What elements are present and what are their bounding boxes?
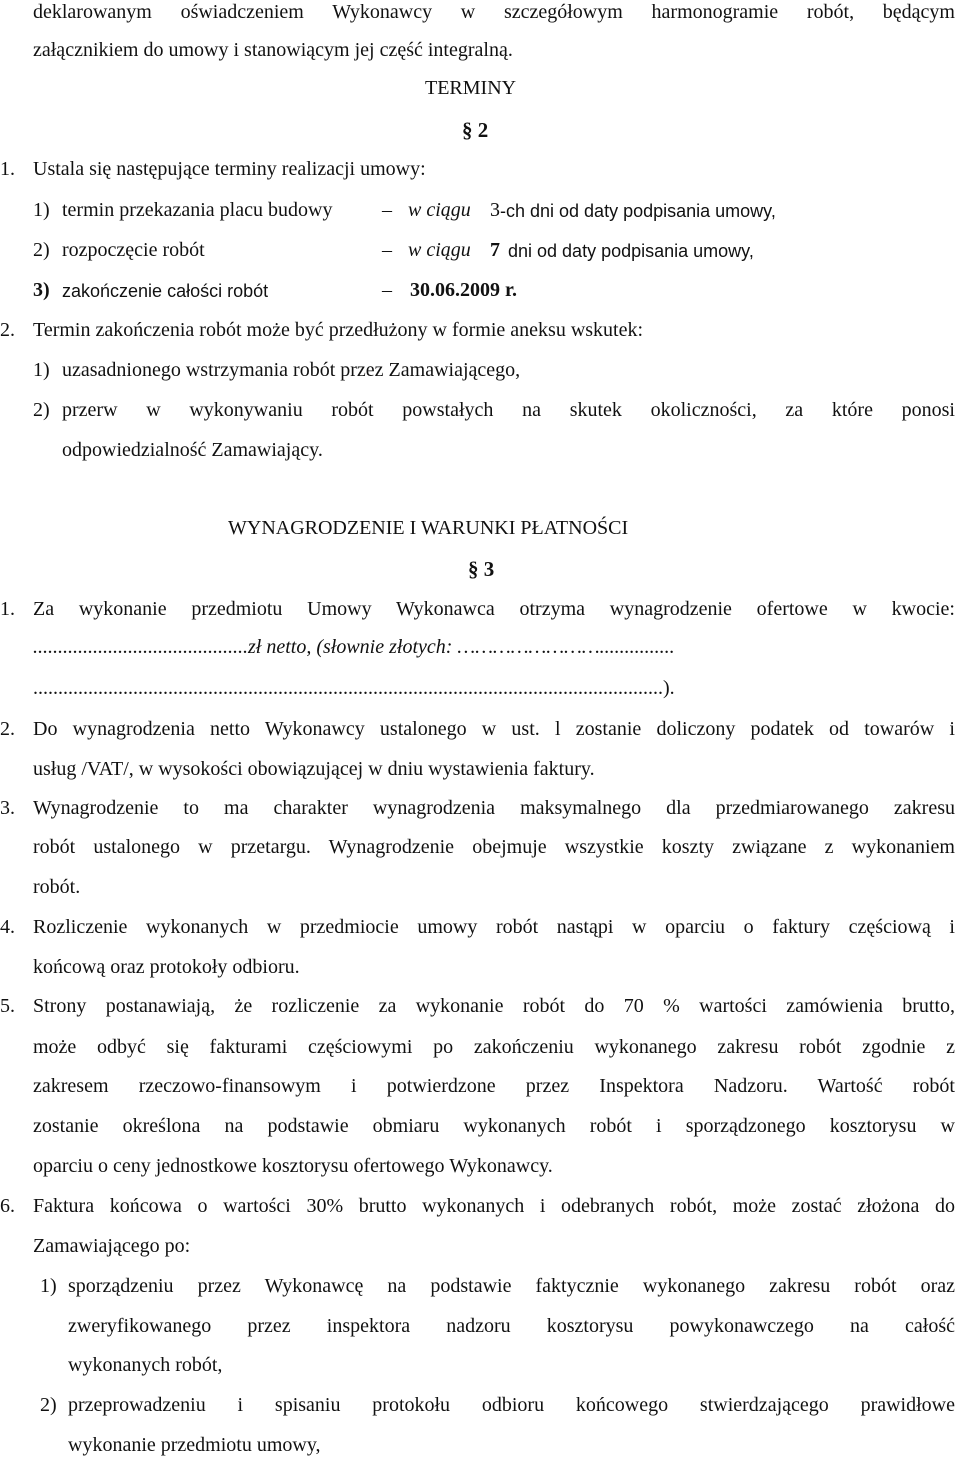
- term-in-phrase: w ciągu: [408, 239, 471, 261]
- final-invoice-line-2: Zamawiającego po:: [33, 1235, 191, 1257]
- term-dash: –: [382, 199, 392, 221]
- remuneration-line-1: Za wykonanie przedmiotu Umowy Wykonawca otrzyma wynagrodzenie ofertowe w kwocie:: [33, 598, 955, 620]
- final-condition-2-line-1: przeprowadzeniu i spisaniu protokołu odbioru końcowego stwierdzającego prawidłowe: [68, 1394, 955, 1416]
- term-rest-text: dni od daty podpisania umowy,: [508, 241, 754, 261]
- term-value-completion-date: 30.06.2009 r.: [410, 279, 518, 301]
- item-number: 2.: [0, 319, 15, 341]
- partial-invoice-line-4: zostanie określona na podstawie obmiaru wykonanych robót i sporządzonego kosztorysu w: [33, 1115, 955, 1137]
- term-in-phrase: w ciągu: [408, 199, 471, 221]
- final-condition-1-line-2: zweryfikowanego przez inspektora nadzoru kosztorysu powykonawczego na całość: [68, 1315, 955, 1337]
- paragraph-number-3: § 3: [468, 557, 495, 581]
- partial-invoice-line-3: zakresem rzeczowo-finansowym i potwierdzone przez Inspektora Nadzoru. Wartość robót: [33, 1075, 955, 1097]
- extension-reason-1: uzasadnionego wstrzymania robót przez Zamawiającego,: [62, 359, 521, 381]
- extension-intro: Termin zakończenia robót może być przedłużony w formie aneksu wskutek:: [33, 319, 644, 341]
- final-condition-2-line-2: wykonanie przedmiotu umowy,: [68, 1434, 321, 1456]
- final-invoice-line-1: Faktura końcowa o wartości 30% brutto wykonanych i odebranych robót, może zostać złożona do: [33, 1195, 955, 1217]
- terms-intro: Ustala się następujące terminy realizacji umowy:: [33, 158, 426, 180]
- item-number: 1.: [0, 598, 15, 620]
- sub-item-number: 2): [33, 399, 50, 421]
- sub-item-number: 2): [40, 1394, 57, 1416]
- section-heading-wynagrodzenie: WYNAGRODZENIE I WARUNKI PŁATNOŚCI: [228, 517, 629, 539]
- remuneration-amount-line: ...........................................zł netto, (słownie złotych: ……………………...............: [33, 636, 675, 658]
- max-remuneration-line-1: Wynagrodzenie to ma charakter wynagrodzenia maksymalnego dla przedmiarowanego zakresu: [33, 797, 955, 819]
- intro-line-2: załącznikiem do umowy i stanowiącym jej część integralną.: [33, 39, 513, 61]
- final-condition-1-line-3: wykonanych robót,: [68, 1354, 223, 1376]
- term-number: 1): [33, 199, 50, 221]
- extension-reason-2: przerw w wykonywaniu robót powstałych na skutek okoliczności, za które ponosi: [62, 399, 955, 421]
- term-label-works-start: rozpoczęcie robót: [62, 239, 205, 261]
- remuneration-words-line: ..............................................................................................................................).: [33, 677, 675, 699]
- item-number: 6.: [0, 1195, 15, 1217]
- term-label-site-handover: termin przekazania placu budowy: [62, 199, 333, 221]
- final-condition-1-line-1: sporządzeniu przez Wykonawcę na podstawie faktycznie wykonanego zakresu robót oraz: [68, 1275, 955, 1297]
- term-dash: –: [382, 239, 392, 261]
- settlement-line-2: końcową oraz protokoły odbioru.: [33, 956, 300, 978]
- term-value-days: 3: [490, 199, 500, 221]
- sub-item-number: 1): [40, 1275, 57, 1297]
- term-rest-text: -ch dni od daty podpisania umowy,: [500, 201, 776, 221]
- max-remuneration-line-2: robót ustalonego w przetargu. Wynagrodzenie obejmuje wszystkie koszty związane z wykonaniem: [33, 836, 955, 858]
- partial-invoice-line-1: Strony postanawiają, że rozliczenie za wykonanie robót do 70 % wartości zamówienia brutto,: [33, 995, 955, 1017]
- partial-invoice-line-2: może odbyć się fakturami częściowymi po zakończeniu wykonanego zakresu robót zgodnie z: [33, 1036, 955, 1058]
- item-number: 4.: [0, 916, 15, 938]
- vat-line-2: usług /VAT/, w wysokości obowiązującej w dniu wystawienia faktury.: [33, 758, 595, 780]
- item-number: 1.: [0, 158, 15, 180]
- paragraph-number-2: § 2: [462, 118, 489, 142]
- item-number: 3.: [0, 797, 15, 819]
- term-number: 3): [33, 279, 50, 301]
- extension-reason-2-cont: odpowiedzialność Zamawiający.: [62, 439, 323, 461]
- sub-item-number: 1): [33, 359, 50, 381]
- vat-line-1: Do wynagrodzenia netto Wykonawcy ustalonego w ust. l zostanie doliczony podatek od towarów i: [33, 718, 955, 740]
- partial-invoice-line-5: oparciu o ceny jednostkowe kosztorysu ofertowego Wykonawcy.: [33, 1155, 553, 1177]
- settlement-line-1: Rozliczenie wykonanych w przedmiocie umowy robót nastąpi w oparciu o faktury częściową i: [33, 916, 955, 938]
- item-number: 5.: [0, 995, 15, 1017]
- item-number: 2.: [0, 718, 15, 740]
- term-value-days: 7: [490, 239, 500, 261]
- section-heading-terminy: TERMINY: [425, 77, 517, 99]
- term-dash: –: [382, 279, 392, 301]
- max-remuneration-line-3: robót.: [33, 876, 81, 898]
- term-number: 2): [33, 239, 50, 261]
- intro-line-1: deklarowanym oświadczeniem Wykonawcy w szczegółowym harmonogramie robót, będącym: [33, 1, 955, 23]
- term-label-completion: zakończenie całości robót: [62, 281, 269, 301]
